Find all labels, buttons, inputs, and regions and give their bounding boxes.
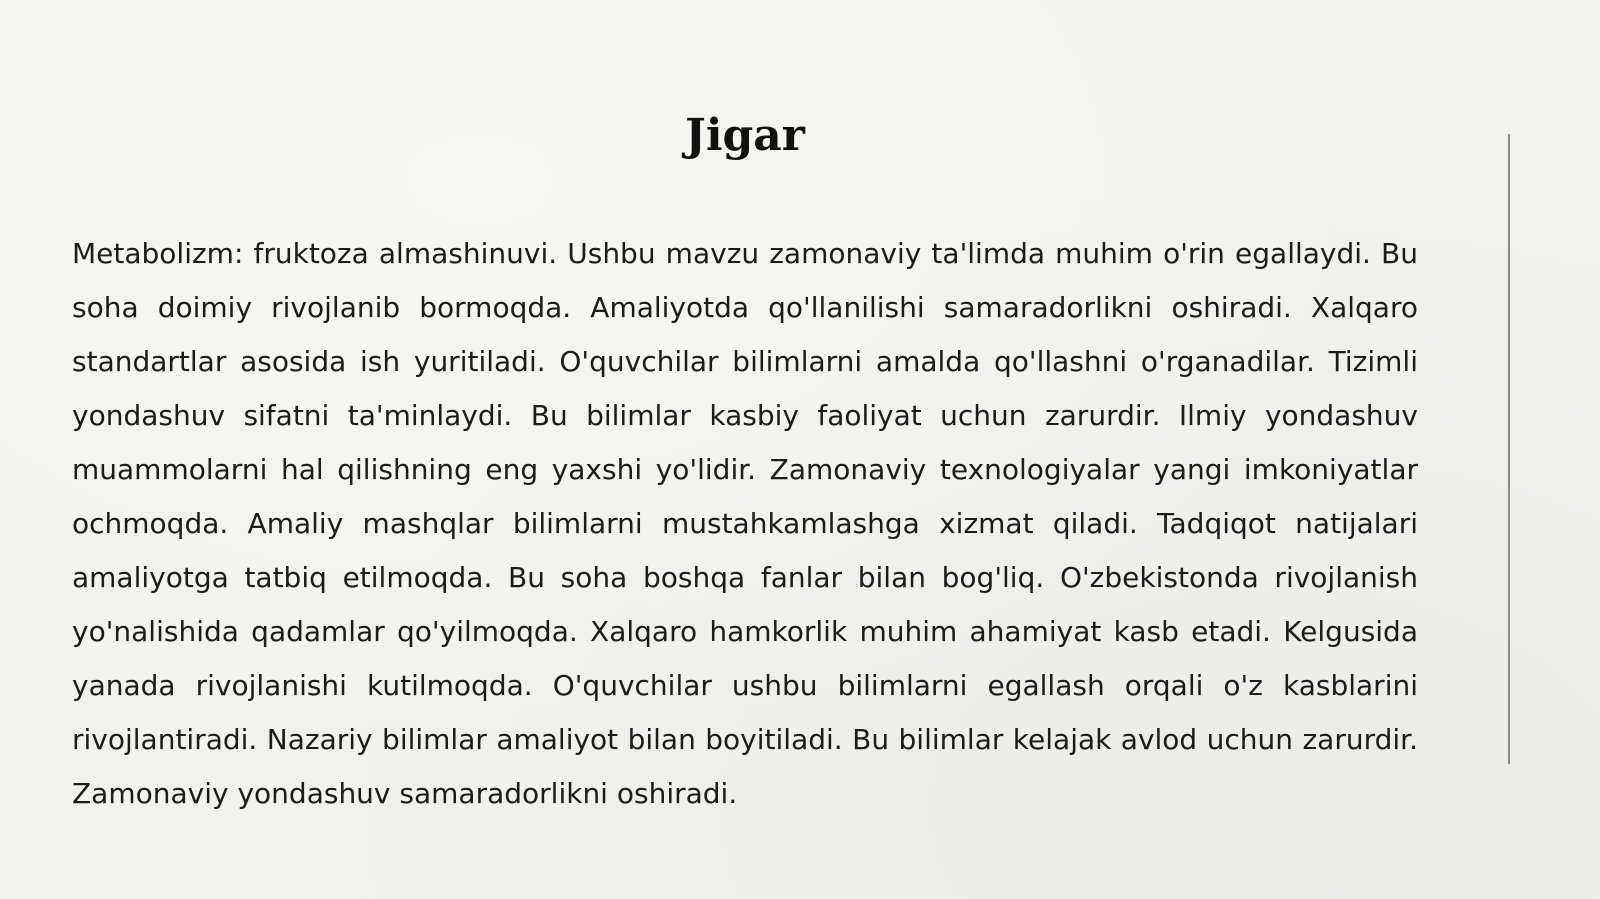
slide-title: Jigar xyxy=(685,110,805,161)
slide-body-text: Metabolizm: fruktoza almashinuvi. Ushbu mavzu zamonaviy ta'limda muhim o'rin egallaydi. Bu soha doimiy rivojlanib bormoqda. Amaliyotda qo'llanilishi samaradorlikni oshiradi. Xalqaro standartlar asosida ish yuritiladi. O'quvchilar bilimlarni amalda qo'llashni o'rganadilar. Tizimli yondashuv sifatni ta'minlaydi. Bu bilimlar kasbiy faoliyat uchun zarurdir. Ilmiy yondashuv muammolarni hal qilishning eng yaxshi yo'lidir. Zamonaviy texnologiyalar yangi imkoniyatlar ochmoqda. Amaliy mashqlar bilimlarni mustahkamlashga xizmat qiladi. Tadqiqot natijalari amaliyotga tatbiq etilmoqda. Bu soha boshqa fanlar bilan bog'liq. O'zbekistonda rivojlanish yo'nalishida qadamlar qo'yilmoqda. Xalqaro hamkorlik muhim ahamiyat kasb etadi. Kelgusida yanada rivojlanishi kutilmoqda. O'quvchilar ushbu bilimlarni egallash orqali o'z kasblarini rivojlantiradi. Nazariy bilimlar amaliyot bilan boyitiladi. Bu bilimlar kelajak avlod uchun zarurdir. Zamonaviy yondashuv samaradorlikni oshiradi. xyxy=(72,237,1418,810)
vertical-divider xyxy=(1508,134,1510,764)
